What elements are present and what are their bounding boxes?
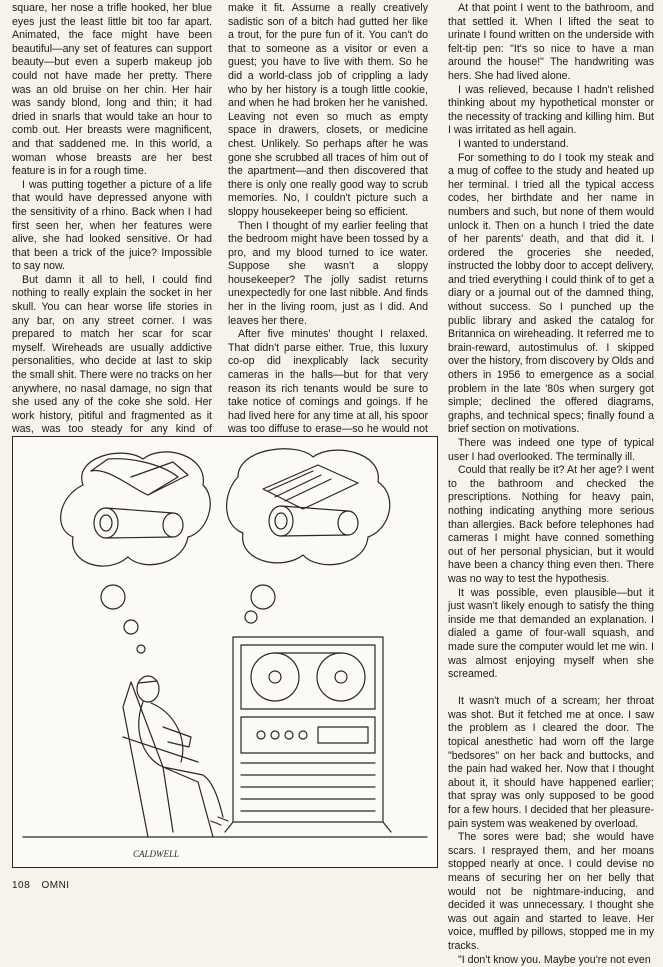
magazine-name: OMNI — [41, 880, 70, 891]
thought-bubble-right — [227, 449, 390, 565]
page-footer — [12, 880, 78, 891]
text-column-1 — [12, 2, 212, 436]
paragraph: At that point I went to the bathroom, and that settled it. When I lifted the seat to urinate I found written on the underside with felt-tip pen: "It's so nice to have a man around the house!" The handwriting was hers. She had lived alone. — [448, 2, 654, 82]
paragraph: I was relieved, because I hadn't relished thinking about my hypothetical monster or the necessity of tracking and killing him. But I was irritated as hell again. — [448, 83, 654, 137]
paragraph: "I don't know you. Maybe you're not even — [458, 953, 651, 966]
thought-bubble-left — [61, 452, 211, 566]
paragraph: make it fit. Assume a really creatively sadistic son of a bitch had gutted her like a trout, for the pure fun of it. You can't do that to someone as a visitor or even a guest; you have to live with them. So he did a world-class job of crippling a lady who by her history is a tough little cookie, and when he had broken her he vanished. Leaving not even so much as empty space in drawers, closets, or medicine chest. Unlikely. So perhaps after he was gone she scrubbed all traces of him out of the apartment—and then discovered that there is only one really good way to scrub memories. No, I couldn't picture such a sloppy housekeeper being so efficient. — [228, 2, 428, 218]
artist-signature: CALDWELL — [133, 849, 180, 859]
thought-dot-2 — [124, 620, 138, 634]
cartoon-illustration — [12, 436, 438, 868]
log-and-saw-icon — [91, 459, 188, 538]
thought-dot-3 — [137, 645, 145, 653]
paragraph — [448, 682, 654, 696]
paragraph: After five minutes' thought I relaxed. That didn't parse either. True, this luxury co-op did inexplicably lack security cameras in the halls—but for that very reason its rich tenants would be sure to take notice of comings and goings. If he had lived here for any time at all, his spoor was too diffuse to erase—so he would not — [228, 328, 428, 436]
chainsaw-icon — [263, 465, 358, 536]
paragraph: It was possible, even plausible—but it just wasn't likely enough to satisfy the thing inside me that demanded an explanation. I dialed a game of four-wall squash, and made sure the computer would let me win. I was almost enjoying myself when she screamed. — [448, 586, 654, 681]
thought-dot-4 — [251, 585, 275, 609]
paragraph: Could that really be it? At her age? I went to the bathroom and checked the prescriptions. Nothing for heavy pain, nothing indicating anything more serious than allergies. Back before telephones had cameras I might have conned something out of her personal physician, but it would have been a chancy thing even then. There was no way to test the hypothesis. — [448, 464, 654, 585]
paragraph: For something to do I took my steak and a mug of coffee to the study and heated up her terminal. I tried all the typical access codes, her birthdate and her name in numbers and such, but none of them would unlock it. Then on a hunch I tried the date of her parents' death, and that did it. I ordered the groceries she needed, instructed the lobby door to accept delivery, and tried everything I could think of to get a diary or a journal out of the damned thing, without success. So I punched up the public library and asked the catalog for Britannica on wireheading. It referred me to brain-reward, autostimulus of. I skipped over the history, from discovery by Olds and others in 1956 to emergence as a social problem in the late '80s when surgery got simple; declined the offered diagrams, graphs, and technical specs; finally found a brief section on motivations. — [448, 151, 654, 436]
page-number: 108 — [12, 880, 31, 891]
thought-dot-5 — [245, 611, 257, 623]
reel-to-reel-machine — [225, 637, 391, 832]
paragraph: square, her nose a trifle hooked, her blue eyes just the least little bit too far apart. Animated, the face might have been beautiful—any set of features can support beauty—but even a superb makeup job could not have made her pretty. There was an old bruise on her chin. Her hair was sandy blond, long and thin; it had dried in snarls that would take an hour to comb out. Her breasts were magnificent, and that saddened me. In this world, a woman whose breasts are her best feature is in for a rough time. — [12, 2, 212, 178]
seated-man-in-chair — [123, 676, 228, 837]
paragraph: Then I thought of my earlier feeling that the bedroom might have been tossed by a pro, and my blood turned to ice water. Suppose she wasn't a sloppy housekeeper? The jolly sadist returns unexpectedly for one last nibble. And finds her in the living room, just as I did. And leaves her there. — [228, 219, 428, 327]
paragraph: There was indeed one type of typical user I had overlooked. The terminally ill. — [448, 437, 654, 463]
paragraph: But damn it all to hell, I could find nothing to really explain the socket in her skull. You can hear worse life stories in any bar, on any street corner. I was prepared to match her scar for scar myself. Wireheads are usually addictive personalities, who decide at last to skip the small shit. There were no tracks on her anywhere, no nasal damage, no sign that she used any of the coke she sold. Her work history, pitiful and fragmented as it was, was too steady for any kind of — [12, 273, 212, 436]
paragraph: It wasn't much of a scream; her throat was shot. But it fetched me at once. I saw the problem as I cleared the door. The topical anesthetic had worn off the large "bedsores" on her back and buttocks, and the pain had waked her. Now that I thought about it, it should have happened earlier; that spray was only supposed to be good for a few hours. I decided that her pleasure-pain system was weakened by overload. — [448, 695, 654, 830]
paragraph: I was putting together a picture of a life that would have depressed anyone with the sensitivity of a rhino. Back when I had first seen her, when her features were alive, she had looked sensitive. Or had that been a trick of the juice? Impossible to say now. — [12, 178, 212, 273]
paragraph: I wanted to understand. — [458, 137, 569, 150]
text-column-2 — [228, 2, 428, 436]
paragraph: The sores were bad; she would have scars. I resprayed them, and her moans stopped nearly at once. I could devise no means of securing her on her belly that would not be nightmare-inducing, and decided it was unnecessary. I thought she was out again and started to leave. Her voice, muffled by pillows, stopped me in my tracks. — [448, 831, 654, 952]
text-column-3 — [448, 2, 654, 966]
thought-dot-1 — [101, 585, 125, 609]
